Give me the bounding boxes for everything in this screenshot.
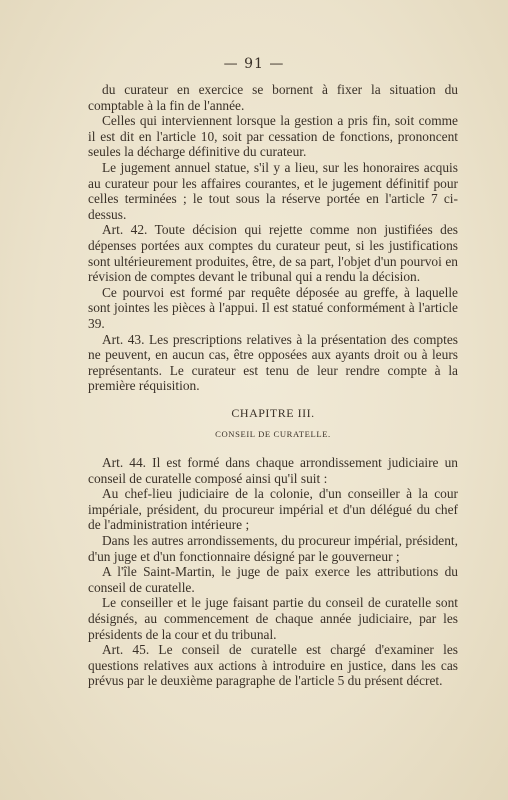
- chapter-title: CHAPITRE III.: [231, 405, 315, 420]
- paragraph: Ce pourvoi est formé par requête déposée au greffe, à laquelle sont jointes les pièces à l'appui. Il est statué conformément à l'article 39.: [88, 284, 458, 331]
- paragraph: Au chef-lieu judiciaire de la colonie, d'un conseiller à la cour impériale, président, du procureur impérial et d'un délégué du chef de l'administration intérieure ;: [88, 486, 458, 533]
- paragraph-article-45: Art. 45. Le conseil de curatelle est chargé d'examiner les questions relatives aux actions à introduire en justice, dans les cas prévus par le deuxième paragraphe de l'article 5 du présent décret.: [88, 642, 458, 689]
- section-title: CONSEIL DE CURATELLE.: [215, 429, 331, 440]
- paragraph-article-43: Art. 43. Les prescriptions relatives à la présentation des comptes ne peuvent, en aucun cas, être opposées aux ayants droit ou à leurs représentants. Le curateur est tenu de leur rendre compte à la première réquisition.: [88, 331, 458, 394]
- paragraph: Celles qui interviennent lorsque la gestion a pris fin, soit comme il est dit en l'article 10, soit par cessation de fonctions, prononcent seules la décharge définitive du curateur.: [88, 113, 458, 160]
- paragraph: Le jugement annuel statue, s'il y a lieu, sur les honoraires acquis au curateur pour les affaires courantes, et le jugement définitif pour celles terminées ; le tout sous la réserve portée en l'article 7 ci-dessus.: [88, 159, 458, 222]
- paragraph-article-44: Art. 44. Il est formé dans chaque arrondissement judiciaire un conseil de curatelle composé ainsi qu'il suit :: [88, 455, 458, 486]
- body-text: [88, 82, 458, 689]
- paragraph: Dans les autres arrondissements, du procureur impérial, président, d'un juge et d'un fonctionnaire désigné par le gouverneur ;: [88, 533, 458, 564]
- page-number: — 91 —: [223, 56, 285, 72]
- paragraph-article-42: Art. 42. Toute décision qui rejette comme non justifiées des dépenses portées aux comptes du curateur peut, si les justifications sont ultérieurement produites, être, de sa part, l'objet d'un pourvoi en révision de comptes devant le tribunal qui a rendu la décision.: [88, 222, 458, 285]
- paragraph: du curateur en exercice se bornent à fixer la situation du comptable à la fin de l'année.: [88, 82, 458, 113]
- paragraph: Le conseiller et le juge faisant partie du conseil de curatelle sont désignés, au commencement de chaque année judiciaire, par les présidents de la cour et du tribunal.: [88, 595, 458, 642]
- paragraph: A l'île Saint-Martin, le juge de paix exerce les attributions du conseil de curatelle.: [88, 564, 458, 595]
